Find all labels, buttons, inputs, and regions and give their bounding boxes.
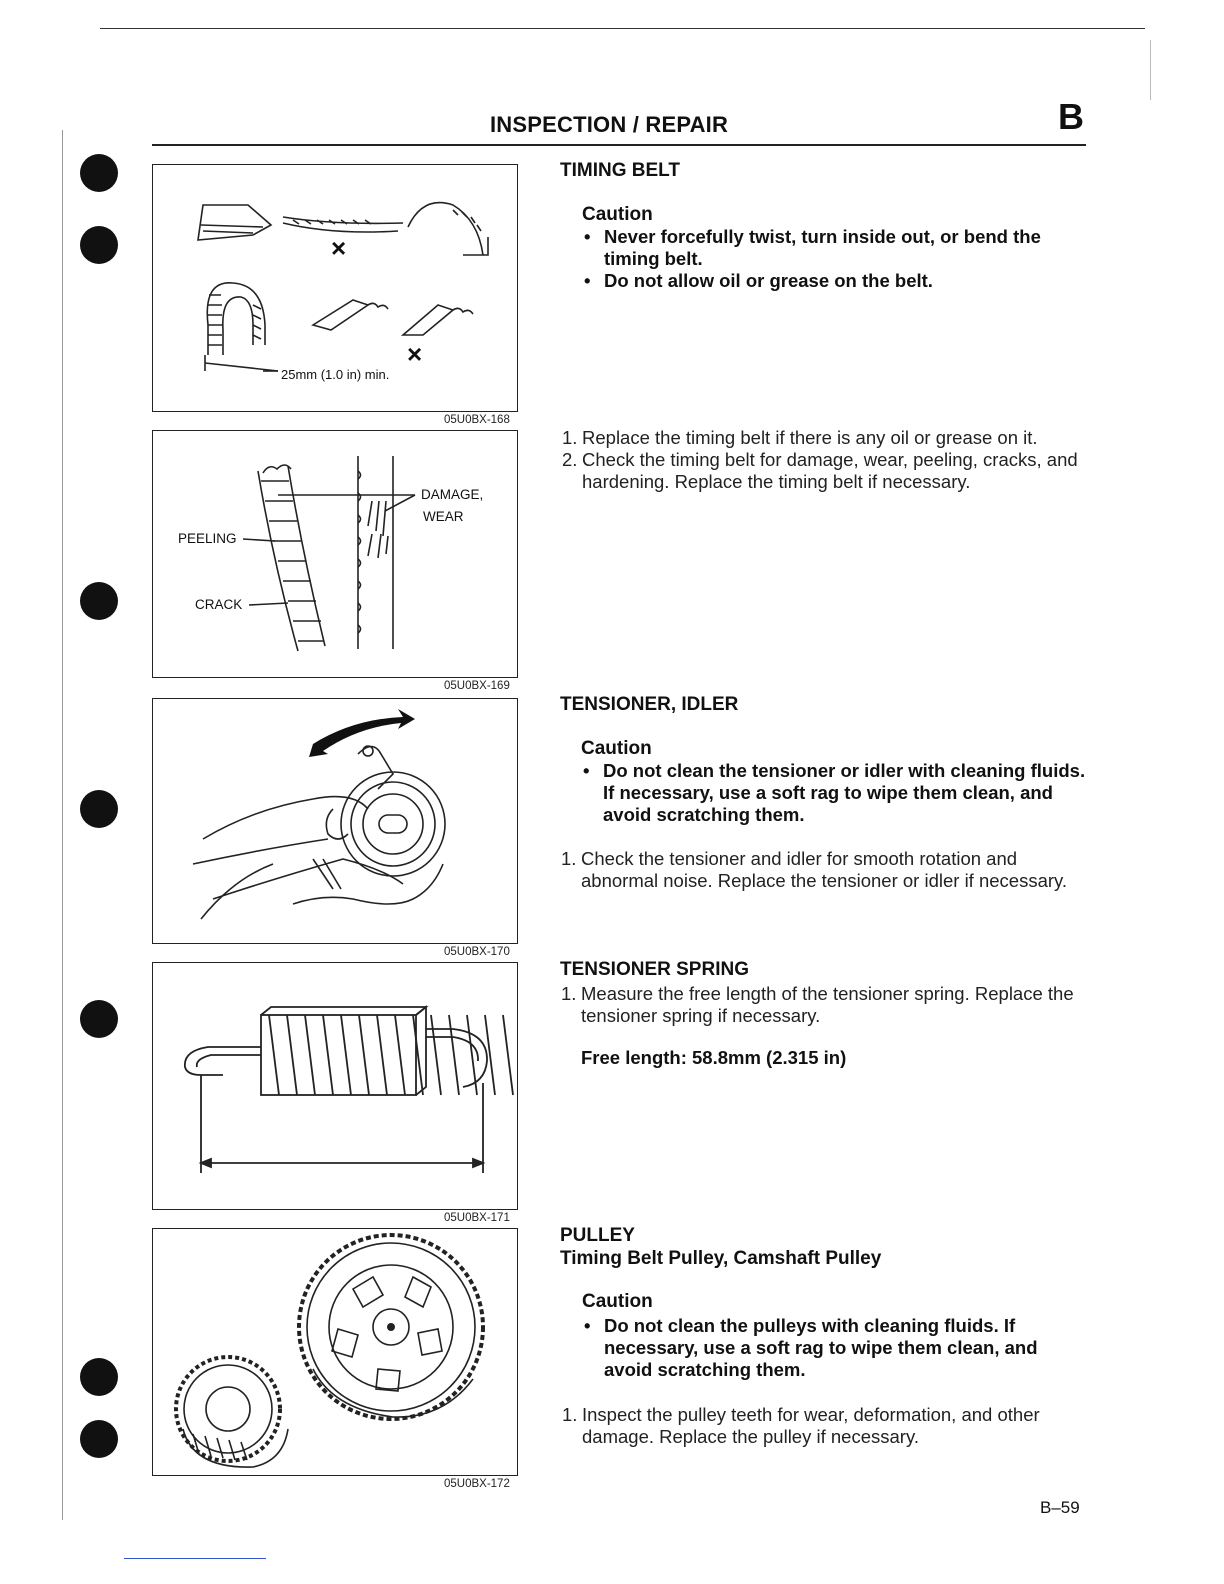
page-title: INSPECTION / REPAIR	[490, 112, 729, 137]
margin-mark	[1150, 40, 1151, 100]
caution-item: • Do not clean the tensioner or idler with cleaning fluids. If necessary, use a soft rag to wipe them clean, and avoid scratching them.	[583, 760, 1086, 825]
caution-title: Caution	[581, 738, 652, 759]
binder-hole	[80, 1000, 118, 1038]
figure-code: 05U0BX-170	[444, 946, 510, 958]
figure-pulleys	[152, 1228, 518, 1476]
free-length-spec: Free length: 58.8mm (2.315 in)	[581, 1047, 847, 1068]
section-letter: B	[1058, 96, 1084, 137]
bottom-rule	[124, 1558, 266, 1559]
tensioner-illustration	[153, 699, 517, 943]
figure-belt-damage	[152, 430, 518, 678]
belt-handling-illustration	[153, 165, 517, 411]
step-item: 2. Check the timing belt for damage, wear, peeling, cracks, and hardening. Replace the timing belt if necessary.	[562, 449, 1078, 492]
caution-item: • Do not clean the pulleys with cleaning fluids. If necessary, use a soft rag to wipe them clean, and avoid scratching them.	[584, 1315, 1038, 1380]
figure-code: 05U0BX-168	[444, 414, 510, 426]
section-title-timing-belt: TIMING BELT	[560, 160, 680, 181]
no-mark-icon: ×	[407, 339, 423, 369]
figure-belt-handling	[152, 164, 518, 412]
figure-spring	[152, 962, 518, 1210]
caution-item: • Do not allow oil or grease on the belt.	[584, 270, 933, 291]
figure-code: 05U0BX-171	[444, 1212, 510, 1224]
wear-label: WEAR	[423, 509, 464, 524]
pulley-subtitle: Timing Belt Pulley, Camshaft Pulley	[560, 1248, 882, 1269]
caution-title: Caution	[582, 204, 653, 225]
binder-hole	[80, 1358, 118, 1396]
belt-damage-illustration	[153, 431, 517, 677]
top-rule	[100, 28, 1145, 29]
header-rule	[152, 144, 1086, 146]
binder-hole	[80, 582, 118, 620]
step-item: 1. Check the tensioner and idler for smooth rotation and abnormal noise. Replace the tensioner or idler if necessary.	[561, 848, 1068, 891]
spring-illustration	[153, 963, 517, 1209]
damage-label: DAMAGE,	[421, 487, 484, 502]
binder-hole	[80, 154, 118, 192]
section-title-pulley: PULLEY	[560, 1225, 635, 1246]
section-title-tensioner-idler: TENSIONER, IDLER	[560, 694, 739, 715]
binder-hole	[80, 790, 118, 828]
binder-hole	[80, 1420, 118, 1458]
dimension-label: 25mm (1.0 in) min.	[281, 367, 390, 382]
no-mark-icon: ×	[331, 233, 347, 263]
peeling-label: PEELING	[178, 531, 237, 546]
crack-label: CRACK	[195, 597, 243, 612]
step-item: 1. Inspect the pulley teeth for wear, deformation, and other damage. Replace the pulley if necessary.	[562, 1404, 1040, 1447]
section-title-tensioner-spring: TENSIONER SPRING	[560, 959, 749, 980]
figure-code: 05U0BX-169	[444, 680, 510, 692]
binder-hole	[80, 226, 118, 264]
figure-code: 05U0BX-172	[444, 1478, 510, 1490]
caution-item: • Never forcefully twist, turn inside out, or bend the timing belt.	[584, 226, 1041, 269]
step-item: 1. Replace the timing belt if there is any oil or grease on it.	[562, 427, 1038, 448]
step-item: 1. Measure the free length of the tensioner spring. Replace the tensioner spring if necessary.	[561, 983, 1074, 1026]
pulleys-illustration	[153, 1229, 517, 1475]
page-number: B–59	[1040, 1498, 1080, 1517]
binding-line	[62, 130, 63, 1520]
figure-tensioner	[152, 698, 518, 944]
caution-title: Caution	[582, 1291, 653, 1312]
